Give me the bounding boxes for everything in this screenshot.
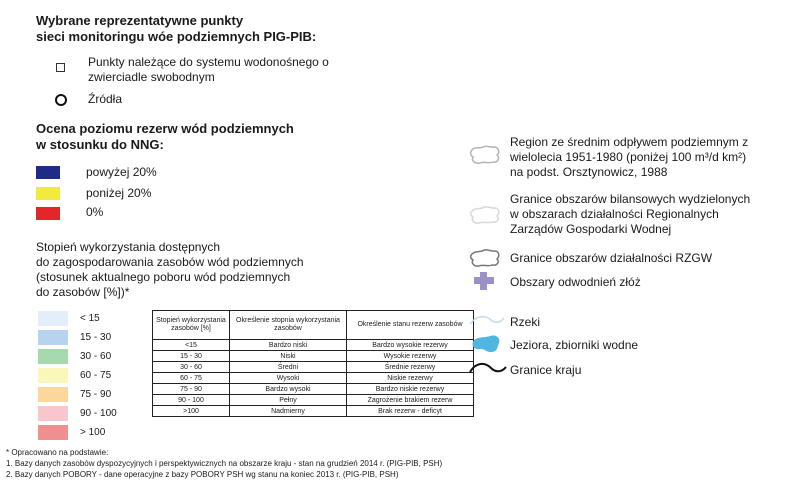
table-cell: 15 - 30	[153, 351, 230, 362]
table-cell: Bardzo wysoki	[230, 384, 347, 395]
table-row	[153, 395, 474, 406]
usage-label-1: 15 - 30	[80, 332, 112, 343]
table-cell: Nadmierny	[230, 406, 347, 417]
table-row	[153, 362, 474, 373]
table-cell: 60 - 75	[153, 373, 230, 384]
region-line1: Region ze średnim odpływem podziemnym z	[510, 135, 749, 149]
lake-icon	[470, 333, 504, 355]
table-cell: Wysokie rezerwy	[347, 351, 474, 362]
square-point-icon	[56, 63, 65, 72]
usage-swatch-5	[38, 406, 68, 421]
footnote-line1: 1. Bazy danych zasobów dyspozycyjnych i perspektywicznych na obszarze kraju - stan na grudzień 2014 r. (PIG-PIB, PSH)	[6, 459, 443, 468]
monitoring-item2-label: Źródła	[88, 92, 123, 106]
usage-swatch-1	[38, 330, 68, 345]
usage-table	[152, 310, 474, 417]
balance-line3: Zarządów Gospodarki Wodnej	[510, 222, 672, 236]
table-header-reserves: Określenie stanu rezerw zasobów	[347, 311, 474, 340]
assessment-title-line1: Ocena poziomu rezerw wód podziemnych	[36, 121, 294, 136]
region-line3: na podst. Orsztynowicz, 1988	[510, 165, 668, 179]
rzgw-label: Granice obszarów działalności RZGW	[510, 251, 713, 265]
table-row	[153, 351, 474, 362]
usage-swatch-3	[38, 368, 68, 383]
usage-label-4: 75 - 90	[80, 389, 112, 400]
balance-line1: Granice obszarów bilansowych wydzielonych	[510, 192, 751, 206]
table-cell: Niski	[230, 351, 347, 362]
usage-label-0: < 15	[80, 313, 100, 324]
table-cell: Bardzo niskie rezerwy	[347, 384, 474, 395]
table-cell: 30 - 60	[153, 362, 230, 373]
monitoring-title-line2: sieci monitoringu wóe podziemnych PIG-PIB:	[36, 29, 317, 44]
deposit-drainage-icon	[471, 270, 497, 292]
deposits-label: Obszary odwodnień złóż	[510, 275, 641, 289]
table-cell: Brak rezerw - deficyt	[347, 406, 474, 417]
border-label: Granice kraju	[510, 363, 582, 377]
table-cell: Bardzo niski	[230, 340, 347, 351]
usage-swatch-0	[38, 311, 68, 326]
usage-label-2: 30 - 60	[80, 351, 112, 362]
usage-label-6: > 100	[80, 427, 106, 438]
reserve-zero-label: 0%	[86, 205, 104, 219]
table-cell: Zagrożenie brakiem rezerw	[347, 395, 474, 406]
usage-title-line3: (stosunek aktualnego poboru wód podziemnych	[36, 270, 291, 284]
footnote-title: * Opracowano na podstawie:	[6, 448, 109, 457]
balance-area-outline-icon	[468, 204, 502, 226]
usage-title-line4: do zasobów [%])*	[36, 285, 130, 299]
footnote-line2: 2. Bazy danych POBORY - dane operacyjne z bazy POBORY PSH wg stanu na koniec 2013 r. (PIG-PIB, PSH)	[6, 470, 399, 479]
table-cell: >100	[153, 406, 230, 417]
region-outline-icon	[468, 144, 502, 166]
table-cell: Wysoki	[230, 373, 347, 384]
usage-swatch-4	[38, 387, 68, 402]
country-border-icon	[468, 360, 508, 378]
table-header-usage: Określenie stopnia wykorzystania zasobów	[230, 311, 347, 340]
usage-title-line1: Stopień wykorzystania dostępnych	[36, 240, 221, 254]
table-cell: 75 - 90	[153, 384, 230, 395]
usage-title-line2: do zagospodarowania zasobów wód podziemnych	[36, 255, 304, 269]
table-cell: Pełny	[230, 395, 347, 406]
reserve-high-swatch	[36, 166, 60, 179]
usage-label-3: 60 - 75	[80, 370, 112, 381]
table-cell: Niskie rezerwy	[347, 373, 474, 384]
spring-circle-icon	[55, 94, 67, 106]
usage-swatch-2	[38, 349, 68, 364]
reserve-low-swatch	[36, 187, 60, 200]
assessment-title-line2: w stosunku do NNG:	[36, 137, 164, 152]
table-cell: Średni	[230, 362, 347, 373]
river-line-icon	[468, 312, 506, 328]
monitoring-item1-line1: Punkty należące do systemu wodonośnego o	[88, 55, 329, 69]
monitoring-title-line1: Wybrane reprezentatywne punkty	[36, 13, 244, 28]
table-cell: Średnie rezerwy	[347, 362, 474, 373]
table-row	[153, 406, 474, 417]
table-cell: <15	[153, 340, 230, 351]
lakes-label: Jeziora, zbiorniki wodne	[510, 338, 639, 352]
table-row	[153, 373, 474, 384]
usage-label-5: 90 - 100	[80, 408, 117, 419]
table-cell: Bardzo wysokie rezerwy	[347, 340, 474, 351]
table-row	[153, 340, 474, 351]
reserve-high-label: powyżej 20%	[86, 165, 157, 179]
rivers-label: Rzeki	[510, 315, 541, 329]
monitoring-item1-line2: zwierciadle swobodnym	[88, 70, 215, 84]
rzgw-outline-icon	[468, 247, 502, 269]
region-line2: wielolecia 1951-1980 (poniżej 100 m³/d km²)	[510, 150, 747, 164]
reserve-low-label: poniżej 20%	[86, 186, 152, 200]
balance-line2: w obszarach działalności Regionalnych	[510, 207, 719, 221]
table-cell: 90 - 100	[153, 395, 230, 406]
usage-swatch-6	[38, 425, 68, 440]
reserve-zero-swatch	[36, 207, 60, 220]
table-header-degree: Stopień wykorzystania zasobów [%]	[153, 311, 230, 340]
table-row	[153, 384, 474, 395]
